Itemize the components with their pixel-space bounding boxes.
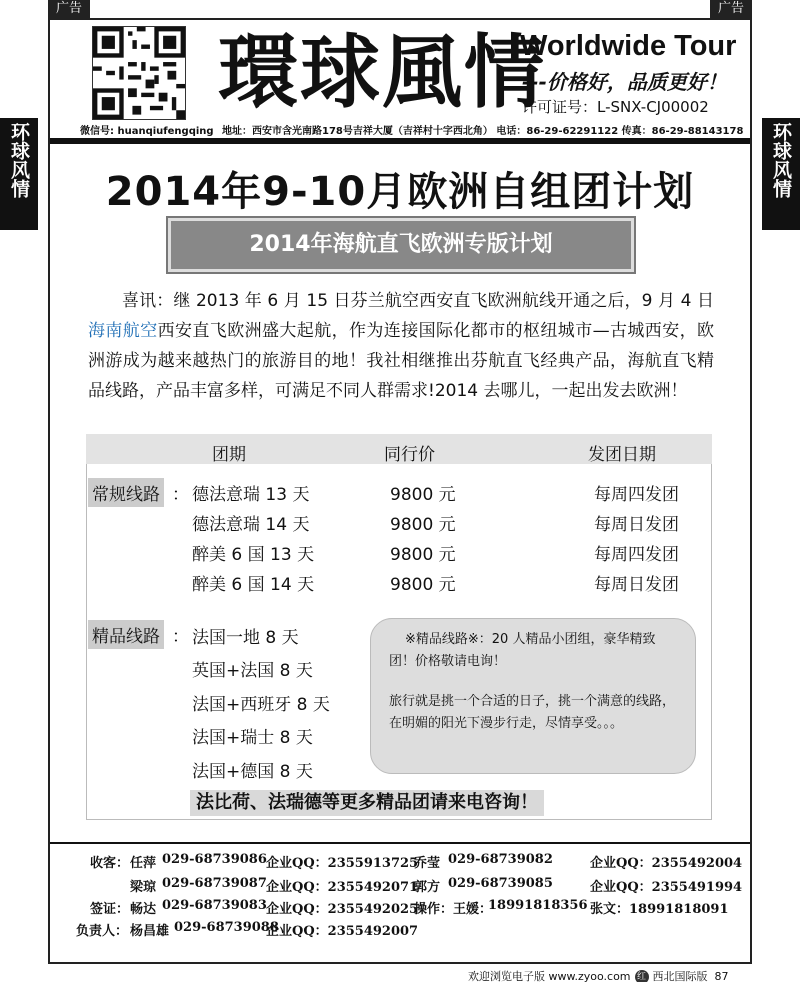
header-price: 同行价	[384, 445, 435, 465]
contact-name: 操作：王媛：	[414, 902, 493, 917]
travel-note: 旅行就是挑一个合适的日子，挑一个满意的线路，在明媚的阳光下漫步行走，尽情享受。。。	[389, 694, 676, 731]
contact-phone: 029-68739086	[162, 852, 267, 867]
regular-route-date: 每周日发团	[594, 515, 679, 535]
side-tab-text: 环球风情	[770, 122, 792, 198]
regular-route-price: 9800 元	[390, 545, 456, 565]
contact-phone: 18991818356	[488, 898, 588, 913]
wechat-id: 微信号: huanqiufengqing	[80, 126, 214, 137]
regular-route-date: 每周日发团	[594, 575, 679, 595]
premium-note: ※精品线路※：20 人精品小团组，豪华精致团！价格敬请电询！	[389, 632, 656, 669]
premium-route-name: 法国+瑞士 8 天	[192, 728, 313, 748]
contact-name: 乔莹	[414, 856, 441, 871]
regular-route-label: 常规线路	[88, 478, 164, 507]
brand-logo: 環球風情	[218, 25, 546, 119]
contact-role: 签证：	[90, 902, 130, 917]
contact-name: 梁琼	[130, 880, 157, 895]
premium-route-name: 英国+法国 8 天	[192, 661, 313, 681]
contact-phone: 029-68739088	[174, 920, 279, 935]
address-line: 地址：西安市含光南路178号吉祥大厦（吉祥村十字西北角） 电话：86-29-62291122 传真：86-29-88143178	[222, 126, 744, 137]
regular-route-price: 9800 元	[390, 485, 456, 505]
contact-qq: 企业QQ：2355492025	[266, 902, 419, 917]
contact-name: 杨昌雄	[130, 924, 170, 939]
premium-route-label: 精品线路	[88, 620, 164, 649]
page-number: 87	[714, 970, 729, 982]
english-title: Worldwide Tour	[520, 30, 737, 62]
airline-link[interactable]: 海南航空	[88, 321, 158, 341]
header-divider	[50, 138, 750, 144]
regular-route-colon: ：	[172, 485, 189, 505]
premium-route-name: 法国+西班牙 8 天	[192, 695, 330, 715]
premium-route-name: 法国一地 8 天	[192, 628, 299, 648]
subtitle-banner: 2014年海航直飞欧洲专版计划	[168, 218, 634, 272]
contact-role: 收客：	[90, 856, 130, 871]
header-date: 发团日期	[588, 445, 656, 465]
ad-label-right: 广告	[710, 0, 752, 18]
license-number: 许可证号：L-SNX-CJ00002	[522, 98, 709, 116]
contact-qq: 企业QQ：2355913725	[266, 856, 419, 871]
more-routes-callout: 法比荷、法瑞德等更多精品团请来电咨询！	[190, 790, 544, 816]
page-title: 2014年9-10月欧洲自组团计划	[105, 169, 695, 215]
contact-phone: 029-68739083	[162, 898, 267, 913]
premium-note-box	[370, 618, 696, 774]
regular-route-date: 每周四发团	[594, 545, 679, 565]
footer-section: 西北国际版	[652, 970, 708, 982]
intro-text-1: 喜讯：继 2013 年 6 月 15 日芬兰航空西安直飞欧洲航线开通之后，9 月 4 日	[122, 291, 714, 311]
contact-qq: 企业QQ：2355492071	[266, 880, 419, 895]
regular-route-name: 醉美 6 国 14 天	[192, 575, 315, 595]
contact-role: 负责人：	[76, 924, 129, 939]
intro-paragraph	[88, 286, 714, 406]
premium-route-colon: ：	[172, 627, 189, 647]
contact-phone: 029-68739085	[448, 876, 553, 891]
ad-label-left: 广告	[48, 0, 90, 18]
contact-name: 任萍	[130, 856, 157, 871]
header-period: 团期	[212, 445, 246, 465]
contact-name: 郭方	[414, 880, 441, 895]
footer-divider	[50, 842, 750, 844]
contact-phone: 029-68739082	[448, 852, 553, 867]
contact-qq: 张文：18991818091	[590, 902, 729, 917]
publisher-logo-icon: 红	[635, 970, 649, 982]
footer-url-text[interactable]: 欢迎浏览电子版 www.zyoo.com	[468, 970, 631, 982]
contact-qq: 企业QQ：2355492007	[266, 924, 419, 939]
contact-name: 畅达	[130, 902, 157, 917]
regular-route-price: 9800 元	[390, 575, 456, 595]
qr-code-icon	[92, 26, 186, 120]
slogan: ---价格好，品质更好！	[522, 70, 727, 94]
side-tab-text: 环球风情	[8, 122, 30, 198]
premium-route-name: 法国+德国 8 天	[192, 762, 313, 782]
contact-qq: 企业QQ：2355491994	[590, 880, 743, 895]
intro-text-2: 西安直飞欧洲盛大起航，作为连接国际化都市的枢纽城市—古城西安，欧洲游成为越来越热门的旅游目的地！我社相继推出芬航直飞经典产品，海航直飞精品线路，产品丰富多样，可满足不同人群需求!2014 去哪儿，一起出发去欧洲！	[88, 321, 715, 401]
regular-route-name: 德法意瑞 14 天	[192, 515, 310, 535]
regular-route-name: 德法意瑞 13 天	[192, 485, 310, 505]
contact-qq: 企业QQ：2355492004	[590, 856, 743, 871]
regular-route-name: 醉美 6 国 13 天	[192, 545, 315, 565]
contact-phone: 029-68739087	[162, 876, 267, 891]
regular-route-price: 9800 元	[390, 515, 456, 535]
regular-route-date: 每周四发团	[594, 485, 679, 505]
page-footer	[468, 968, 729, 982]
